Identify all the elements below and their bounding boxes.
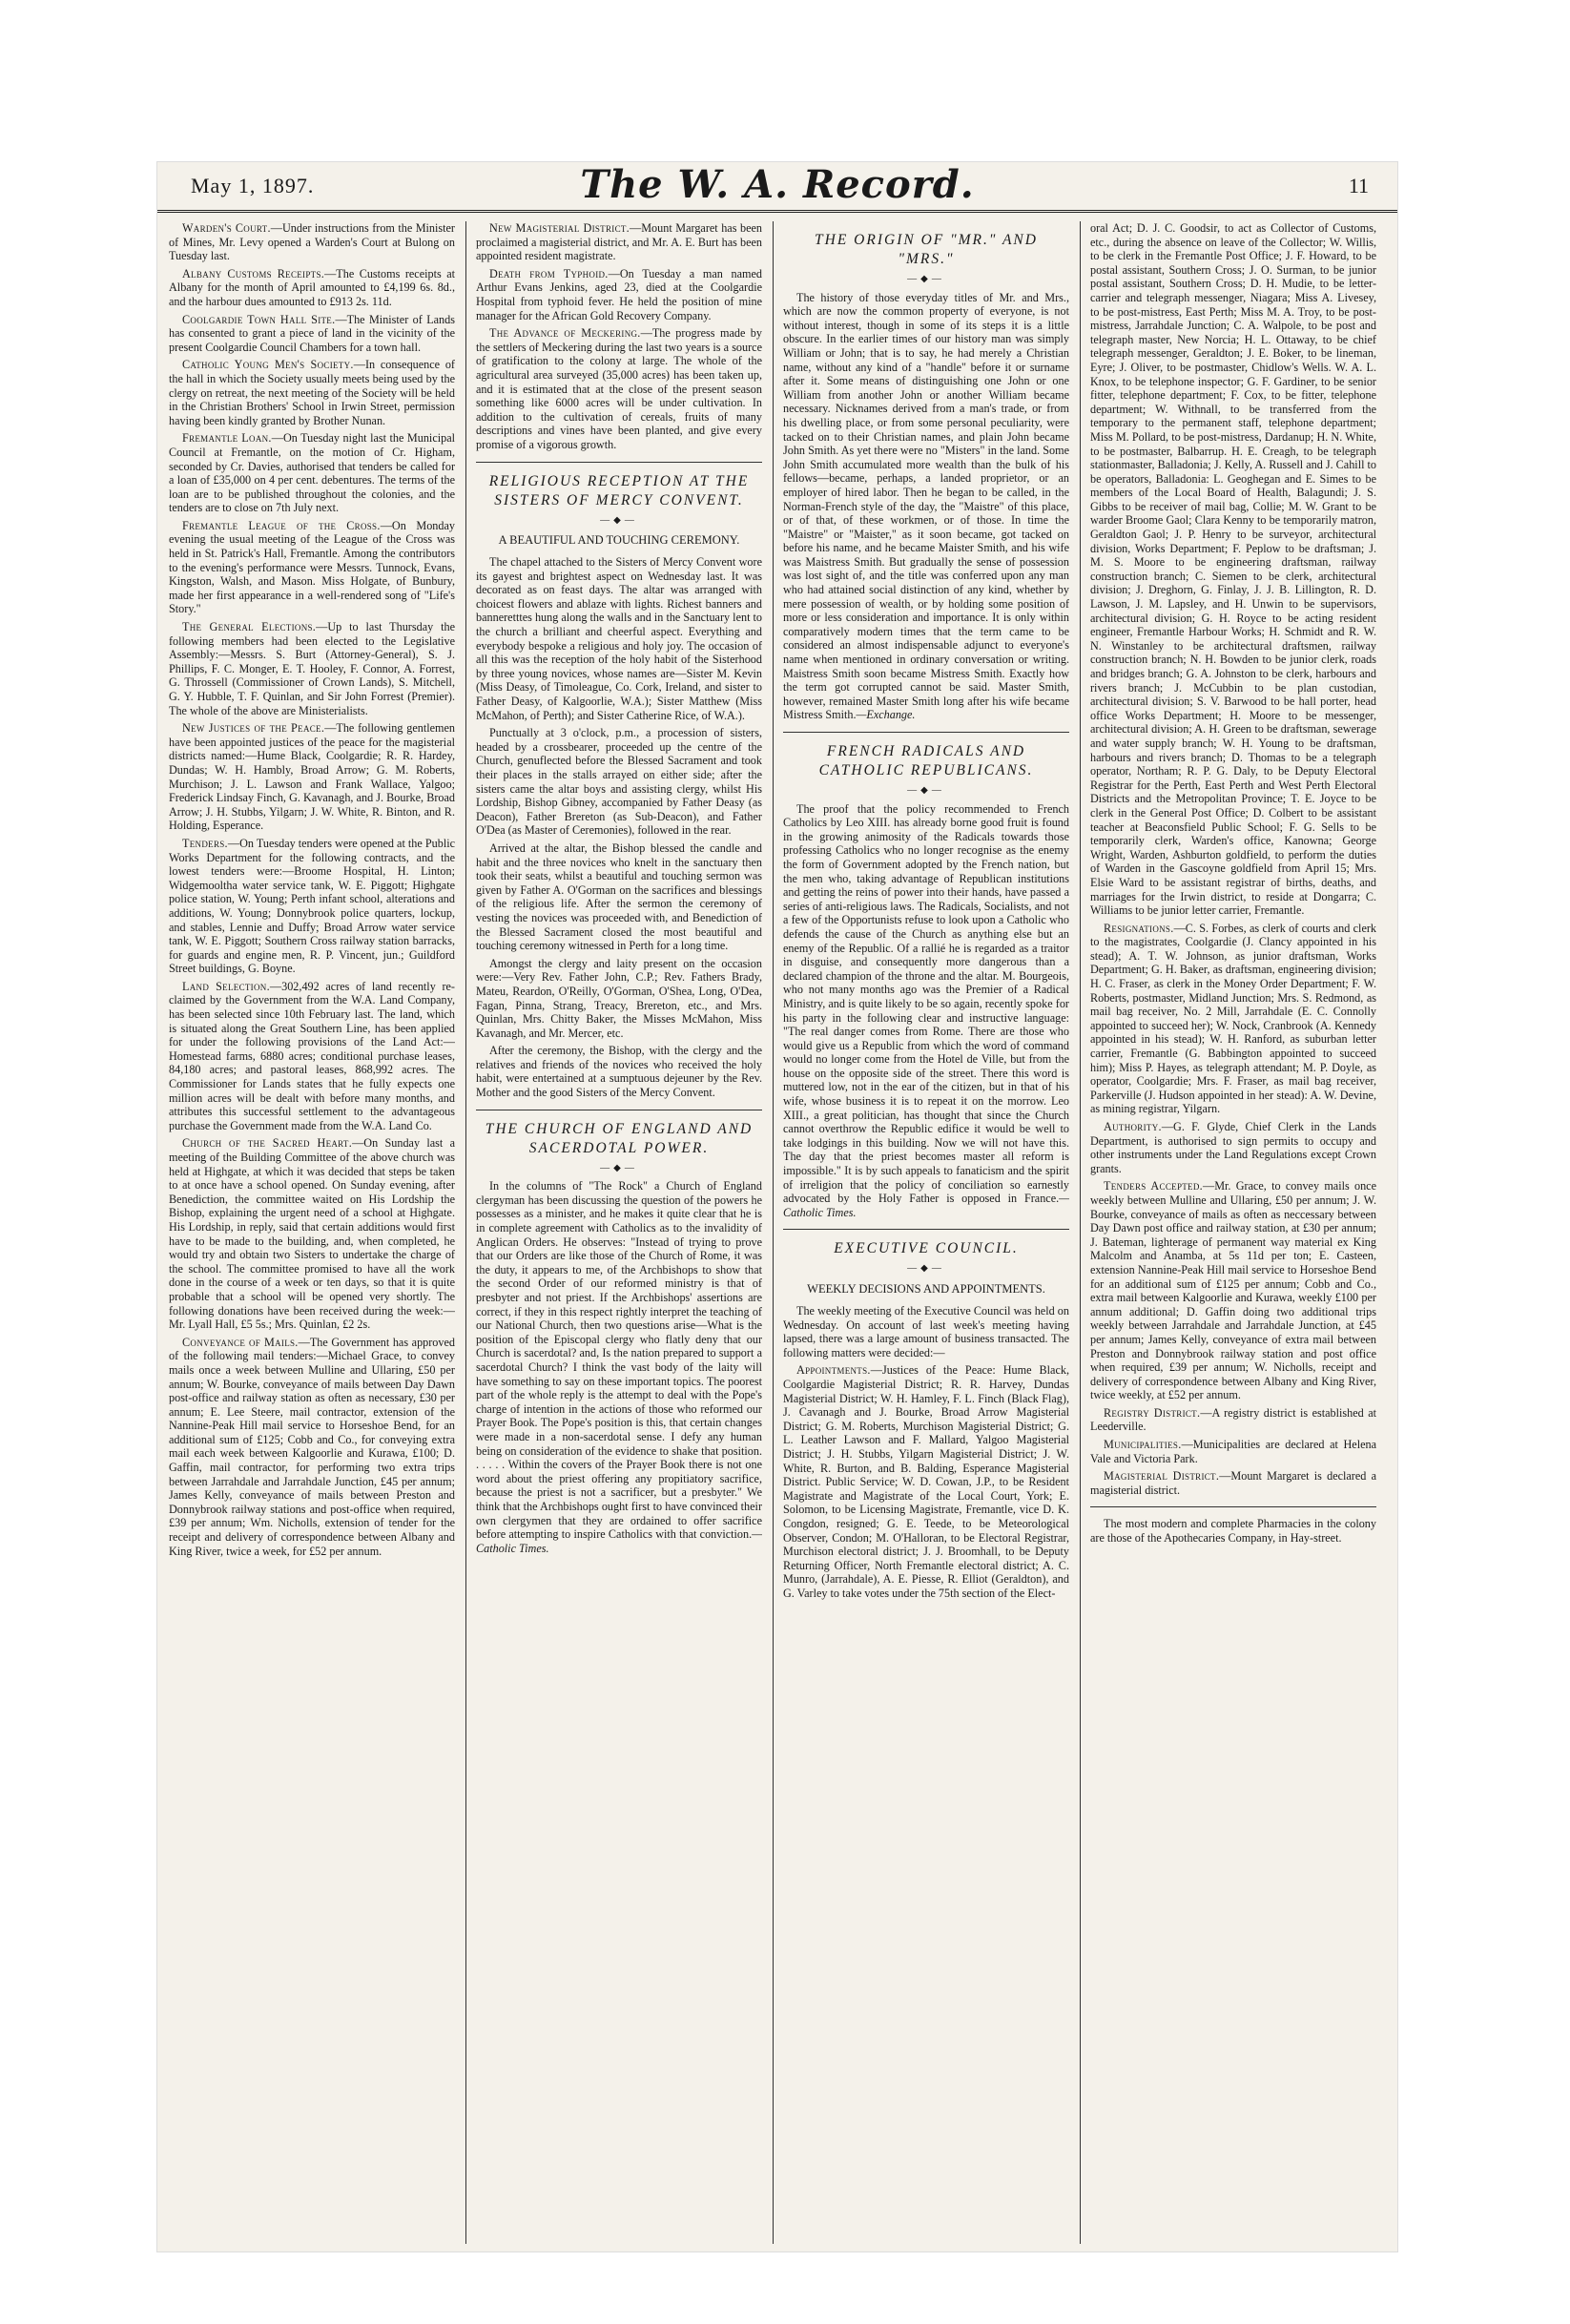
article-body <box>476 555 762 1100</box>
paragraph-lead: Tenders. <box>182 836 228 850</box>
news-item <box>169 620 455 717</box>
ornament: —◆— <box>907 1263 945 1275</box>
article-heading: FRENCH RADICALS AND CATHOLIC REPUBLICANS. <box>818 743 1034 778</box>
article-paragraph: In the columns of "The Rock" a Church of England clergyman has been discussing the question of the powers he possesses as a minister, and he makes it quite clear that he is in complete agreement with Catholics as to the invalidity of Anglican Orders. He observes: "Instead of trying to prove that our Orders are like those of the Church of Rome, it was the duty, it appears to me, of the Archbishops to show that the second Order of our reformed ministry is that of presbyter and not priest. If the Archbishops' assertions are correct, if they in this respect rightly interpret the teaching of our National Church, then two questions arise—What is the position of the Episcopal clergy who flatly deny that our Church is sacerdotal? and, Is the nation prepared to support a sacerdotal Church? I think the vast body of the laity will have something to say on these important topics. The poorest part of the whole reply is the attempt to deal with the Pope's charge of intention in the actions of those who reformed our Prayer Book. The Pope's position is this, that certain changes were made in a non-sacerdotal sense. I defy any human being on consideration of the evidence to shake that position. . . . . . Within the covers of the Prayer Book there is not one word about the priest offering any propitiatory sacrifice, because the priest is not a sacrificer, but a presbyter." We think that the Archbishops ought first to have convinced their own clergymen that they are ordained to offer sacrifice before attempting to inspire Catholics with that conviction.—Catholic Times. <box>476 1179 762 1555</box>
paragraph-text: —On Tuesday a man named Arthur Evans Jenkins, aged 23, died at the Coolgardie Hospital from typhoid fever. He held the position of mine manager for the African Gold Recovery Company. <box>476 266 762 322</box>
article-paragraph: Arrived at the altar, the Bishop blessed the candle and habit and the three novices who knelt in the sanctuary then took their seats, whilst a beautiful and touching sermon was given by Father A. O'Gorman on the sacrifices and blessings of the religious life. After the sermon the ceremony of vesting the novices was proceeded with, and Benediction of the Blessed Sacrament closed the most beautiful and touching ceremony witnessed in Perth for a long time. <box>476 840 762 953</box>
news-item <box>169 519 455 616</box>
paragraph-lead: New Magisterial District. <box>489 221 630 235</box>
paragraph-text: —G. F. Glyde, Chief Clerk in the Lands Department, is authorised to sign permits to occupy and other instruments under the Land Regulations except Crown grants. <box>1090 1120 1376 1175</box>
column-3 <box>783 221 1069 2244</box>
paragraph-lead: The General Elections. <box>182 620 317 634</box>
news-item <box>1090 1469 1376 1497</box>
news-item <box>169 1136 455 1331</box>
news-item <box>1090 1120 1376 1175</box>
news-briefs <box>476 221 762 452</box>
article-body <box>783 1304 1069 1359</box>
paragraph-text: —The Minister of Lands has consented to grant a piece of land in the vicinity of the present Coolgardie Council Chambers for a town hall. <box>169 312 455 354</box>
paragraph-lead: Conveyance of Mails. <box>182 1335 299 1349</box>
article-body <box>783 802 1069 1220</box>
paragraph-text: —On Monday evening the usual meeting of the League of the Cross was held in St. Patrick's Hall, Fremantle. Among the contributors to the evening's performance were Messrs. Tunnock, Evans, Kingston, Walsh, and Mason. Miss Holgate, of Bunbury, made her first appearance in a well-rendered song of "Life's Story." <box>169 518 455 616</box>
paragraph-text: —On Tuesday tenders were opened at the Public Works Department for the following contracts, and the lowest tenders were:—Broome Hospital, H. Linton; Widgemooltha water service tank, W. E. Piggott; Highgate police station, W. Young; Perth infant school, alterations and additions, W. Young; Donnybrook police quarters, lockup, and stables, Lennie and Duffy; Broad Arrow water service tank, W. E. Piggott; Southern Cross railway station barracks, for guards and engine men, R. P. Vincent, jun.; Guildford Street buildings, G. Boyne. <box>169 836 455 976</box>
news-item <box>1090 221 1376 918</box>
newspaper-page <box>157 162 1397 2251</box>
paragraph-text: —A registry district is established at Leederville. <box>1090 1405 1376 1434</box>
paragraph-text: —Mount Margaret is declared a magisterial district. <box>1090 1469 1376 1497</box>
news-item <box>1090 1438 1376 1465</box>
paragraph-text: —Up to last Thursday the following members had been elected to the Legislative Assembly:—Messrs. S. Burt (Attorney-General), S. J. Phillips, F. C. Monger, E. T. Hooley, F. Connor, A. Forrest, G. Throssell (Commissioner of Crown Lands), S. Mitchell, G. Y. Hubble, T. F. Quinlan, and Sir John Forrest (Premier). The whole of the above are Ministerialists. <box>169 620 455 717</box>
article-heading: THE CHURCH OF ENGLAND AND SACERDOTAL POWER. <box>485 1120 754 1156</box>
news-item <box>476 221 762 263</box>
paragraph-text: —The following gentlemen have been appointed justices of the peace for the magisterial districts named:—Hume Black, Coolgardie; R. R. Hardey, Dundas; W. H. Hambly, Broad Arrow; G. M. Roberts, Murchison; J. L. Lawson and Frank Wallace, Yalgoo; Frederick Lindsay Finch, G. Kavanagh, and J. Bourke, Broad Arrow; J. H. Stubbs, Yilgarn; J. W. White, R. Binton, and R. Holding, Esperance. <box>169 721 455 833</box>
paragraph-lead: Magisterial District. <box>1104 1469 1220 1484</box>
paragraph-lead: Fremantle League of the Cross. <box>182 518 381 532</box>
paragraph-text: —Justices of the Peace: Hume Black, Coolgardie Magisterial District; R. R. Harvey, Dundas Magisterial District; W. H. Hamley, F. L. Finch (Black Flag), J. Cavanagh and J. Bourke, Broad Arrow Magisterial District; G. M. Roberts, Murchison Magisterial District; G. L. Leather Lawson and F. Mallard, Yalgoo Magisterial District; J. H. Stubbs, Yilgarn Magisterial District; J. W. White, R. Burton, and B. Balding, Esperance Magisterial District. Public Service; W. D. Cowan, J.P., to be Resident Magistrate and Magistrate of the Local Court, York; E. Solomon, to be Licensing Magistrate, Fremantle, vice D. K. Congdon, resigned; G. E. Teede, to be Meteorological Observer, Condon; M. O'Halloran, to be Electoral Registrar, Murchison electoral district; J. J. Broomhall, to be Deputy Returning Officer, North Fremantle electoral district; A. C. Munro, (Jarrahdale), A. E. Piesse, R. Elliot (Geraldton), and G. Varley to take votes under the 75th section of the Elect- <box>783 1363 1069 1600</box>
masthead <box>157 162 1397 213</box>
paragraph-text: —The Government has approved of the following mail tenders:—Michael Grace, to convey mails once a week between Mulline and Ullaring, £50 per annum; W. Bourke, conveyance of mails between Day Dawn post-office and railway station as often as necessary, £30 per annum; E. Lee Steere, mail contractor, extension of the Nannine-Peak Hill mail service to Horseshoe Bend, for an additional sum of £125; Cobb and Co., for conveying extra mail each week between Kalgoorlie and Kurawa, £100; D. Gaffin, mail contractor, for performing two extra trips between Jarrahdale and Jarrahdale Junction, £45 per annum; James Kelly, conveyance of mails between Preston and Donnybrook railway stations and post-office when required, £39 per annum; Wm. Nicholls, extension of tender for the receipt and delivery of correspondence between Albany and King River, twice a week, for £52 per annum. <box>169 1335 455 1558</box>
ornament: —◆— <box>907 274 945 284</box>
paragraph-lead: Coolgardie Town Hall Site. <box>182 312 336 326</box>
section-divider <box>476 462 762 463</box>
news-item <box>169 837 455 976</box>
article-heading: THE ORIGIN OF "MR." AND "MRS." <box>815 232 1038 267</box>
news-item <box>169 313 455 355</box>
article-subheading: WEEKLY DECISIONS AND APPOINTMENTS. <box>807 1282 1045 1296</box>
paragraph-text: —Under instructions from the Minister of Mines, Mr. Levy opened a Warden's Court at Bulong on Tuesday last. <box>169 221 455 263</box>
article-paragraph: The history of those everyday titles of Mr. and Mrs., which are now the common property of everyone, is not without interest, though in some of its steps it is a little obscure. In the earlier times of our history man was simply William or John; that is to say, he had merely a Christian name, without any kind of a "handle" before it or surname after it. Some means of distinguishing one John or one William from another John or another William became necessary. Nicknames derived from a man's trade, or from his dwelling place, or from some personal peculiarity, were tacked on to their Christian names, and plain John became John Smith. As yet there were no "Misters" in the land. Some John Smith accumulated more wealth than the bulk of his fellows—became, perhaps, a landed proprietor, or an employer of hired labor. Then he began to be called, in the Norman-French style of the day, the "Maistre" of this place, or of that, of these workmen, or of those. In time the "Maistre" or "Maister," as it soon became, got tacked on before his name, and he became Maister Smith, and his wife was Maistress Smith. But gradually the sense of possession was lost sight of, and the title was conferred upon any man who had attained social distinction of any kind, whether by mere possession of wealth, or by holding some position of more or less consideration and importance. It is only within comparatively modern times that the term came to be considered an almost indispensable adjunct to everyone's name when mentioned in ordinary conversation or writing. Maistress Smith soon became Mistress Smith. Exactly how the term got corrupted cannot be said. Master Smith, however, remained Master Smith long after his wife became Mistress Smith.—Exchange. <box>783 290 1069 722</box>
paragraph-lead: Tenders Accepted. <box>1104 1179 1203 1193</box>
article-paragraph: The chapel attached to the Sisters of Mercy Convent wore its gayest and brightest aspect on Wednesday last. It was decorated as on feast days. The altar was arranged with choicest flowers and ablaze with lights. Richest banners and banneretttes hung along the walls and in the Sanctuary lent to the church a brilliant and cheerful aspect. Everything and everybody bespoke a religious and holy joy. The occasion of all this was the reception of the holy habit of the Sisterhood by three young novices, whose names are—Sister M. Kevin (Miss Deasy, of Timoleague, Co. Cork, Ireland, and sister to Father Deasy, of Kalgoorlie, W.A.); Sister Matthew (Miss McMahon, of Perth); and Sister Catherine Rice, of W.A.). <box>476 555 762 722</box>
section-divider <box>1090 1506 1376 1507</box>
article-source: —Catholic Times. <box>783 1192 1069 1219</box>
paragraph-lead: Municipalities. <box>1104 1438 1182 1452</box>
section-divider <box>783 732 1069 733</box>
column-2 <box>476 221 762 2244</box>
news-item <box>169 358 455 427</box>
paragraph-lead: Death from Typhoid. <box>489 266 609 280</box>
paragraph-text: —C. S. Forbes, as clerk of courts and clerk to the magistrates, Coolgardie (J. Clancy appointed in his stead); A. T. W. Johnson, as junior draftsman, Works Department; G. H. Baker, as draftsman, engineering division; H. C. Fraser, as clerk in the Money Order Department; F. W. Roberts, postmaster, Midland Junction; Mrs. S. Redmond, as mail bag receiver, No. 2 Mill, Jarrahdale (E. C. Connolly appointed to succeed her); W. Nock, Cranbrook (A. Kennedy appointed in his stead); W. H. Ranford, as suburban letter carrier, Fremantle (G. Babbington appointed to succeed him); Miss P. Hayes, as telegraph attendant; M. P. Doyle, as operator, Coolgardie; Mrs. F. Fraser, as mail bag receiver, Parkerville (J. Hudson appointed in her stead): A. W. Devine, as mining registrar, Yilgarn. <box>1090 921 1376 1116</box>
paragraph-lead: Land Selection. <box>182 979 270 993</box>
news-item <box>1090 1179 1376 1402</box>
article-paragraph: Punctually at 3 o'clock, p.m., a procession of sisters, headed by a crossbearer, proceeded up the centre of the Church, genuflected before the Blessed Sacrament and took their places in the stalls arrayed on either side; after the sisters came the altar boys and assisting clergy, whilst His Lordship, Bishop Gibney, accompanied by Father Deasy (as Deacon), Father Brereton (as Sub-Deacon), and Father O'Dea (as Master of Ceremonies), followed in the rear. <box>476 726 762 838</box>
article-paragraph: After the ceremony, the Bishop, with the clergy and the relatives and friends of the novices who received the holy habit, were entertained at a sumptuous dejeuner by the Rev. Mother and the good Sisters of the Mercy Convent. <box>476 1044 762 1100</box>
paragraph-text: —On Tuesday night last the Municipal Council at Fremantle, on the motion of Cr. Higham, seconded by Cr. Davies, authorised that tenders be called for a loan of £35,000 on 4 per cent. debentures. The terms of the loan are to be published throughout the colonies, and the tenders are to close on 7th July next. <box>169 431 455 515</box>
paragraph-lead: Fremantle Loan. <box>182 431 272 446</box>
paragraph-text: —Mr. Grace, to convey mails once weekly between Mulline and Ullaring, £50 per annum; J. W. Bourke, conveyance of mails as often as neccessary between Day Dawn post office and railway station, at £30 per annum; J. Bateman, lighterage of permanent way material ex King Malcolm and Anamba, at 5s 11d per ton; E. Casteen, extension Nannine-Peak Hill mail service to Horseshoe Bend for an additional sum of £125 per annum; Cobb and Co., extra mail between Kalgoorlie and Kurawa, weekly £100 per annum additional; D. Gaffin doing two additional trips weekly between Jarrahdale and Jarrahdale Junction, at £45 per annum; James Kelly, conveyance of extra mail between Preston and Donnybrook railway station and post office when required, £39 per annum; W. Nicholls, receipt and delivery of correspondence between Albany and King River, twice weekly, at £52 per annum. <box>1090 1179 1376 1402</box>
news-briefs <box>1090 221 1376 1497</box>
paragraph-lead: Appointments. <box>796 1363 871 1378</box>
news-item <box>476 267 762 322</box>
appointments-paragraph <box>783 1363 1069 1600</box>
paragraph-lead: Registry District. <box>1104 1405 1201 1420</box>
paragraph-lead: Resignations. <box>1104 921 1174 935</box>
column-4 <box>1090 221 1376 2244</box>
paragraph-text: —Municipalities are declared at Helena Vale and Victoria Park. <box>1090 1438 1376 1465</box>
article-source: —Catholic Times. <box>476 1527 762 1555</box>
paragraph-lead: Church of the Sacred Heart. <box>182 1136 353 1151</box>
news-item <box>169 1336 455 1559</box>
news-item <box>1090 922 1376 1116</box>
newspaper-title: The W. A. Record. <box>580 162 975 207</box>
news-item <box>476 326 762 451</box>
news-item <box>169 267 455 309</box>
pharmacy-notice: The most modern and complete Pharmacies in the colony are those of the Apothecaries Company, in Hay-street. <box>1090 1517 1376 1546</box>
paragraph-text: —The progress made by the settlers of Meckering during the last two years is a source of gratification to the colony at large. The whole of the agricultural area surveyed (35,000 acres) has been taken up, and it is estimated that at the close of the present season something like 6000 acres will be under cultivation. In addition to the cultivation of cereals, fruits of many descriptions and vines have been planted, and give every promise of a vigorous growth. <box>476 326 762 451</box>
ornament: —◆— <box>600 514 638 526</box>
ornament: —◆— <box>907 785 945 796</box>
article-heading: RELIGIOUS RECEPTION AT THE SISTERS OF MERCY CONVENT. <box>488 472 750 508</box>
article-subheading: A BEAUTIFUL AND TOUCHING CEREMONY. <box>498 533 740 548</box>
paragraph-lead: Warden's Court. <box>182 221 271 235</box>
paragraph-lead: The Advance of Meckering. <box>489 326 641 341</box>
article-paragraph: Amongst the clergy and laity present on the occasion were:—Very Rev. Father John, C.P.; Rev. Fathers Brady, Mateu, Reardon, O'Reilly, O'Gorman, O'Shea, Long, O'Dea, Fagan, Pinna, Strang, Treacy, Brereton, etc., and Mrs. Quinlan, Mrs. Chitty Baker, the Misses McMahon, Miss Kavanagh, and Mr. Mercer, etc. <box>476 956 762 1040</box>
paragraph-text: —The Customs receipts at Albany for the month of April amounted to £4,199 6s. 8d., and the harbour dues amounted to £913 2s. 11d. <box>169 266 455 308</box>
article-heading: EXECUTIVE COUNCIL. <box>834 1240 1019 1257</box>
paragraph-lead: Authority. <box>1104 1120 1162 1133</box>
ornament: —◆— <box>600 1162 638 1173</box>
news-item <box>169 721 455 833</box>
paragraph-text: —In consequence of the hall in which the Society usually meets being used by the clergy on retreat, the next meeting of the Society will be held in the Christian Brothers' School in Irwin Street, permission having been kindly granted by Brother Nunan. <box>169 358 455 427</box>
article-paragraph: The weekly meeting of the Executive Council was held on Wednesday. On account of last week's meeting having lapsed, there was a large amount of business transacted. The following matters were decided:— <box>783 1304 1069 1359</box>
page-number: 11 <box>1348 174 1369 197</box>
news-item <box>169 221 455 263</box>
paragraph-text: —On Sunday last a meeting of the Building Committee of the above church was held at Highgate, at which it was decided that steps be taken to at once have a school opened. On Sunday evening, after Benediction, the committee waited on His Lordship the Bishop, explaining the urgent need of a school at Highgate. His Lordship, in reply, said that certain additions would first have to be made to the building, and, when completed, he would try and obtain two Sisters to undertake the charge of the school. The committee promised to have all the work done in the course of a week or ten days, so that it is quite probable that a school will be opened very shortly. The following donations have been received during the week:—Mr. Lyall Hall, £5 5s.; Mrs. Quinlan, £2 2s. <box>169 1136 455 1332</box>
columns <box>157 221 1397 2244</box>
paragraph-text: —302,492 acres of land recently re-claimed by the Government from the W.A. Land Company, has been selected since 10th February last. The land, which is situated along the Great Southern Line, has been applied for under the following provisions of the Land Act:—Homestead farms, 6880 acres; conditional purchase leases, 84,180 acres; and pastoral leases, 868,992 acres. The Commissioner for Lands states that he fully expects one million acres will be dealt with before many months, and attributes this successful settlement to the advantageous purchase the Government made from the W.A. Land Co. <box>169 979 455 1132</box>
section-divider <box>783 1229 1069 1230</box>
article-body <box>783 291 1069 722</box>
paragraph-lead: Catholic Young Men's Society. <box>182 358 354 372</box>
news-item <box>169 980 455 1133</box>
column-1 <box>169 221 455 2244</box>
paragraph-lead: New Justices of the Peace. <box>182 721 325 736</box>
issue-date: May 1, 1897. <box>191 174 315 197</box>
article-source: —Exchange. <box>856 708 916 722</box>
news-item <box>1090 1406 1376 1434</box>
paragraph-text: oral Act; D. J. C. Goodsir, to act as Collector of Customs, etc., during the absence on leave of the Collector; W. Willis, to be clerk in the Fremantle Post Office; J. F. Howard, to be postal assistant, Southern Cross; J. O. Surman, to be junior postal assistant, Southern Cross; D. H. Mudie, to be letter-carrier and telegraph messenger, Niagara; Miss A. Livesey, to be post-mistress, East Perth; Miss M. A. Troy, to be post-mistress, Jarrahdale Junction; C. A. Walpole, to be post and telegraph master, New Norcia; H. L. Ottaway, to be chief telegraph messenger, Geraldton; J. E. Boker, to be lineman, Eyre; J. Oliver, to be postmaster, Chidlow's Wells. W. A. L. Knox, to be telephone inspector; G. F. Gardiner, to be senior fitter, telephone department; F. Cox, to be fitter, telephone department; W. Withnall, to be transferred from the temporary to the permanent staff, telephone department; Miss M. Pollard, to be post-mistress, Dardanup; H. N. White, to be postmaster, Balbarrup. H. E. Creagh, to be telegraph stationmaster, Balladonia; J. Kelly, A. Russell and J. Cahill to be operators, Balladonia: L. Geoghegan and E. Simes to be members of the Local Board of Health, Balagundi; J. S. Gibbs to be receiver of mail bag, Collie; M. W. Grant to be warder Broome Gaol; Clara Kenny to be temporarily matron, Geraldton Gaol; J. P. Henry to be surveyor, architectural division, Works Department; F. Peplow to be draftsman; J. M. S. Moore to be engineering draftsman, railway construction branch; C. Siemen to be clerk, architectural division; J. Dreghorn, G. Finlay, J. J. B. Lillington, R. D. Lawson, J. M. Lapsley, and H. Unwin to be supervisors, architectural division; G. H. Royce to be acting resident engineer, Fremantle Harbour Works; H. Schmidt and R. W. N. Winstanley to be architectural draftsmen, railway construction branch; N. H. Bowden to be junior clerk, roads and bridges branch; G. A. Johnston to be clerk, harbours and rivers branch; J. McCubbin to be plan custodian, architectural division; S. V. Barwood to be hall porter, head office Works Department; H. Moore to be messenger, architectural division; A. H. Green to be draftsman, sewerage and water supply branch; W. H. Young to be draftsman, harbours and rivers branch; D. Thomas to be a telegraph operator, Northam; R. P. G. Daly, to be Deputy Electoral Registrar for the Perth, East Perth and West Perth Electoral Districts and the Metropolitan Province; T. E. Joyce to be clerk in the General Post Office; D. Colbert to be assistant teacher at Beaconsfield Public School; F. G. Sells to be temporarily clerk, Warden's office, Kanowna; George Wright, Warden, Ashburton goldfield, to perform the duties of Warden in the Gascoyne goldfield from April 15; Mrs. Elsie Ward to be assistant registrar of births, deaths, and marriages for the Irwin district, to reside at Dongarra; C. Williams to be junior letter carrier, Fremantle. <box>1090 221 1376 918</box>
paragraph-lead: Albany Customs Receipts. <box>182 266 325 280</box>
paragraph-text: —Mount Margaret has been proclaimed a magisterial district, and Mr. A. E. Burt has been appointed resident magistrate. <box>476 221 762 263</box>
article-paragraph: The proof that the policy recommended to French Catholics by Leo XIII. has already borne good fruit is found in the growing animosity of the Radicals towards those professing Catholics who no longer recognise as the enemy the form of Government adopted by the French nation, but the men who, taking advantage of Republican institutions and getting the reins of power into their hands, have passed a series of anti-religious laws. The Radicals, Socialists, and not a few of the Opportunists refuse to look upon a Catholic who defends the cause of the Church as anything else but an enemy of the Republic. Of a rallié he is regarded as a traitor in disguise, and consequently more dangerous than a declared champion of the throne and the altar. M. Bourgeois, who not many months ago was the Premier of a Radical Ministry, and is quite likely to be so again, recently spoke for his party in the following clear and instructive language: "The real danger comes from Rome. There are those who would give us a Republic from which the word of command would no longer come from the Hotel de Ville, but from the house on the opposite side of the street. There this word is muttered low, not in the ear of the citizen, but in that of his wife, whose business it is to repeat it on the morrow. Leo XIII., a great politician, has thought that since the Church cannot overthrow the Republic edifice it would be well to take lodgings in this building. Now we will not have this. The day that the priest becomes master all reform is impossible." It is by such appeals to fanaticism and the spirit of irreligion that the policy of conciliation so earnestly advocated by the Holy Father is opposed in France.—Catholic Times. <box>783 801 1069 1219</box>
article-body <box>476 1179 762 1555</box>
news-item <box>169 431 455 515</box>
